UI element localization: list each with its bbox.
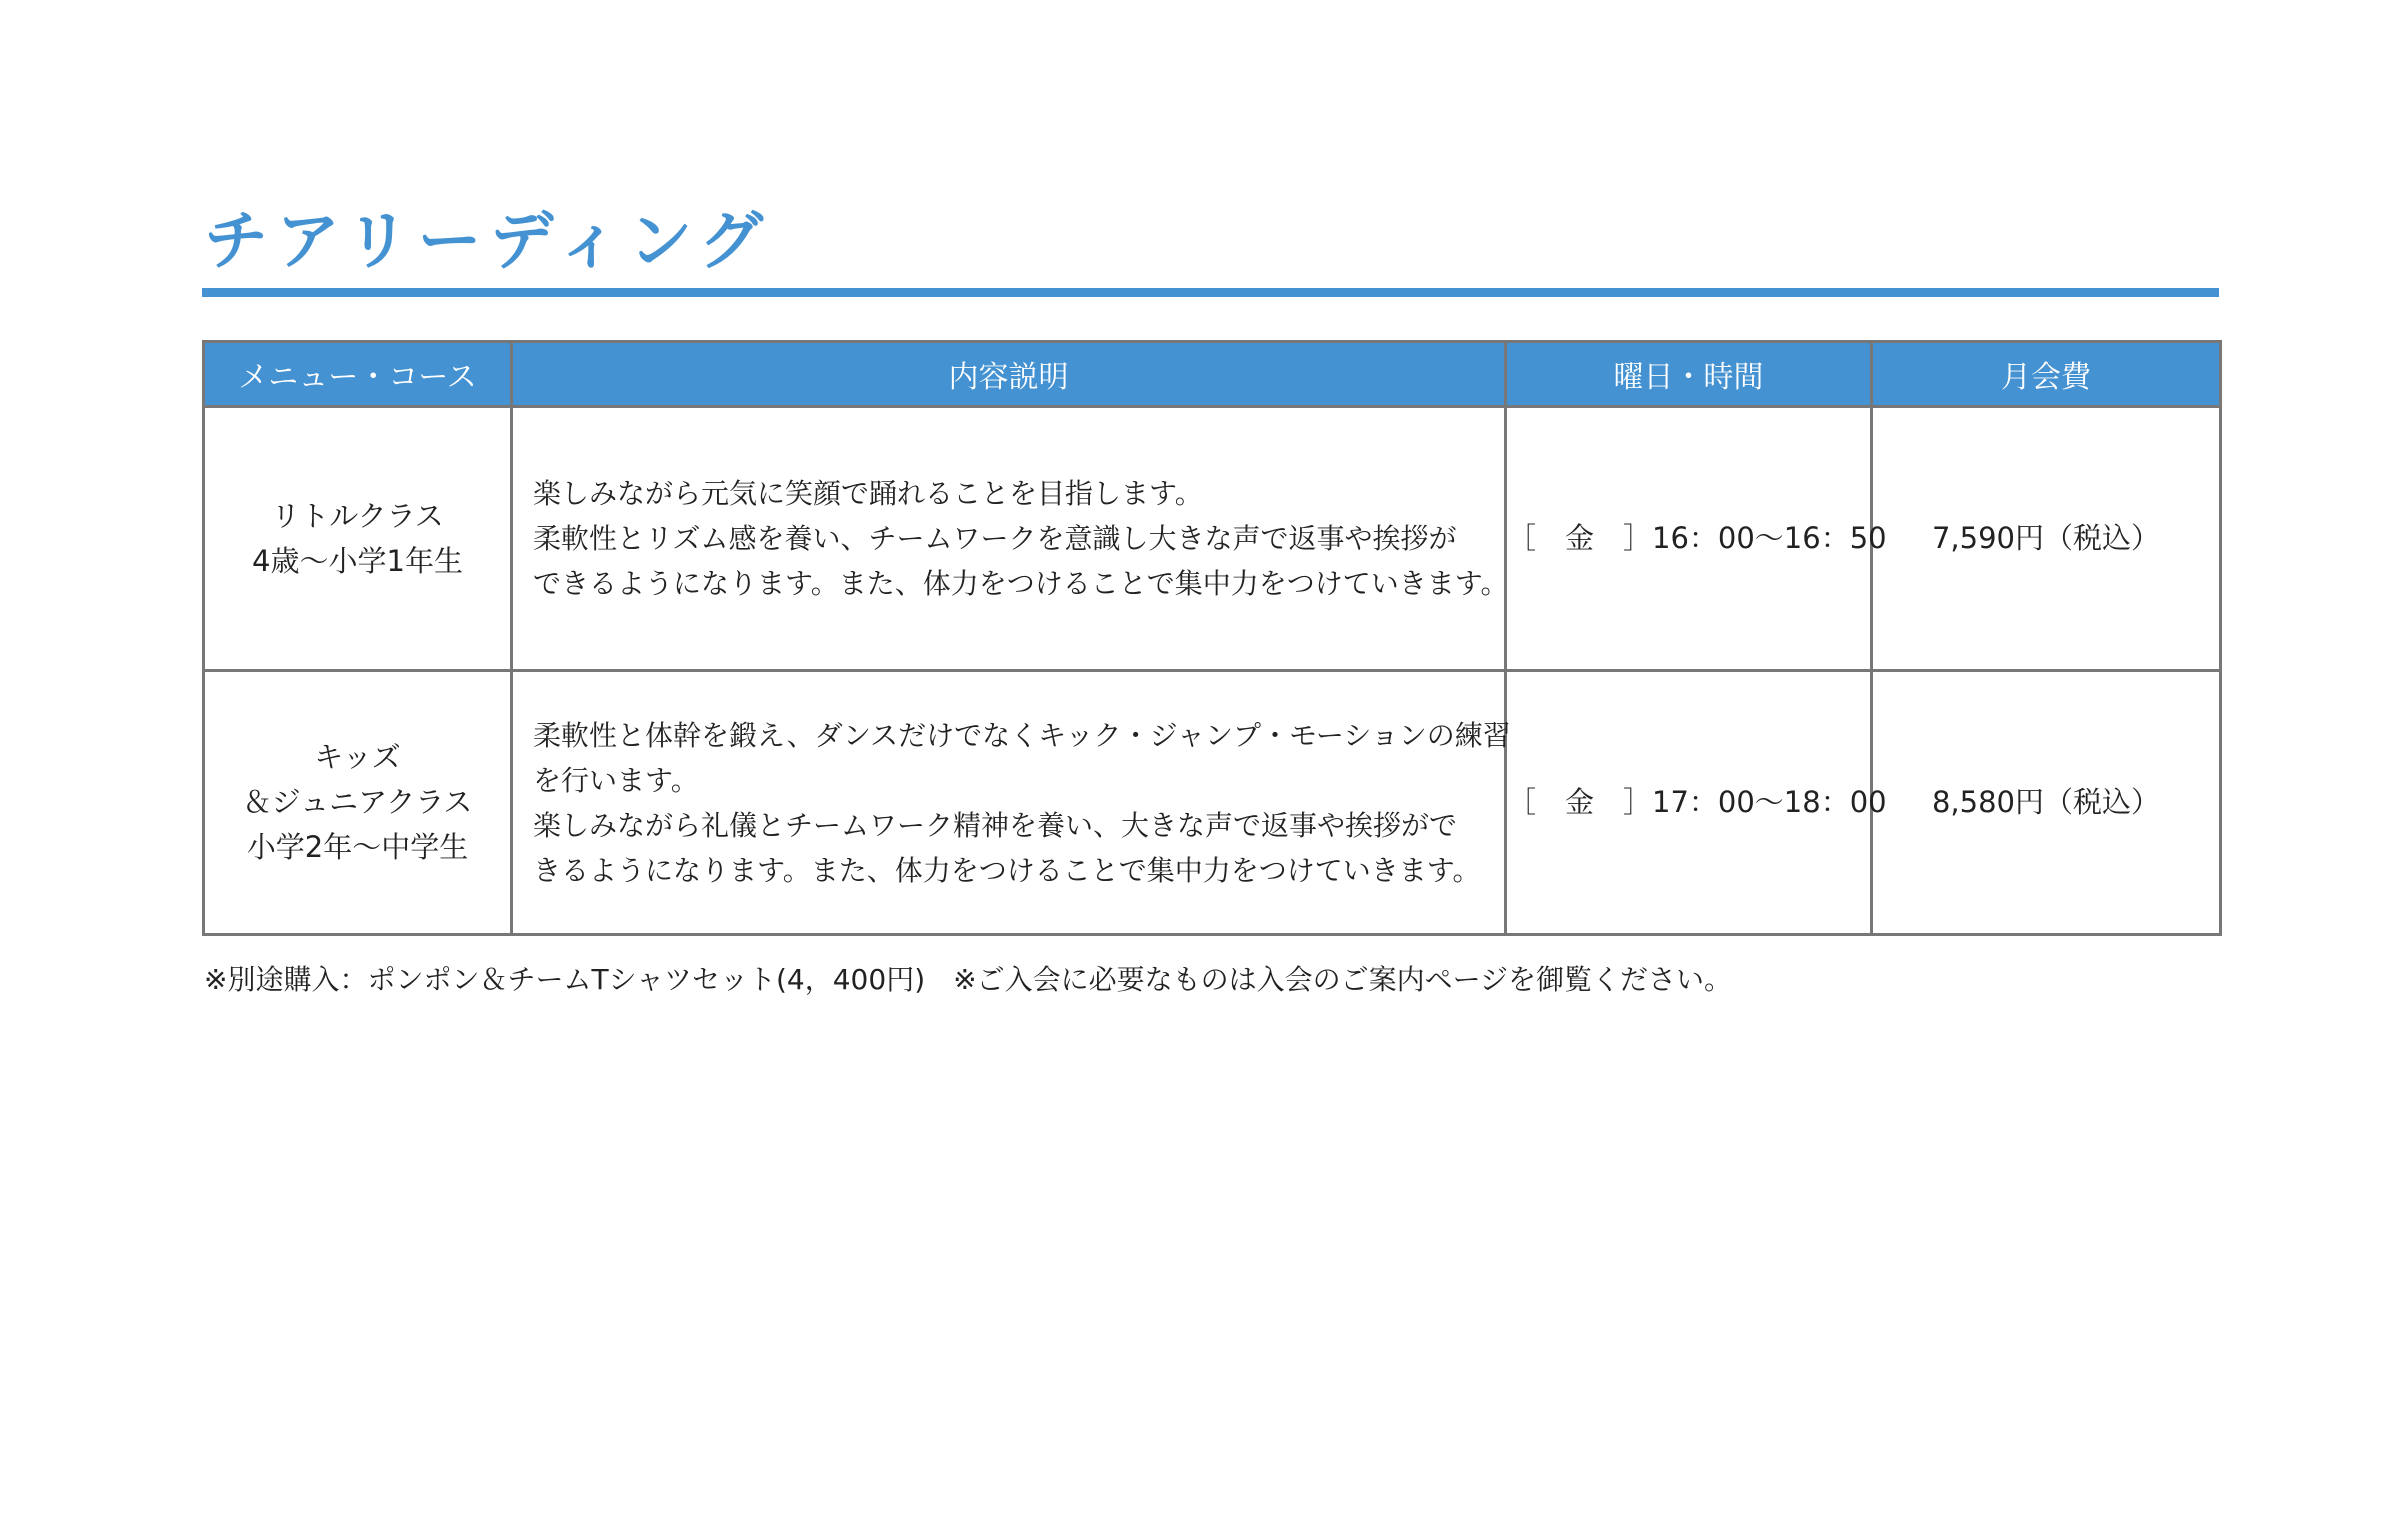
footnote: ※別途購入：ポンポン＆チームTシャツセット(4，400円) ※ご入会に必要なものは入会のご案内ページを御覧ください。 <box>204 963 1733 996</box>
fee-text: 8,580円（税込） <box>1931 785 2161 819</box>
course-cell <box>204 407 512 671</box>
table-row <box>204 407 2221 671</box>
header-description: 内容説明 <box>512 342 1506 407</box>
schedule-cell <box>1506 671 1887 935</box>
header-course: メニュー・コース <box>204 342 512 407</box>
course-cell <box>204 671 512 935</box>
schedule-text: ［ 金 ］16：00〜16：50 <box>1507 521 1887 555</box>
schedule-cell <box>1506 407 1887 671</box>
header-monthly-fee: 月会費 <box>1872 342 2221 407</box>
table-row <box>204 671 2221 935</box>
description-line: 柔軟性と体幹を鍛え、ダンスだけでなくキック・ジャンプ・モーションの練習 <box>533 718 1511 752</box>
fee-cell <box>1872 407 2221 671</box>
course-name-cont: ＆ジュニアクラス <box>242 785 473 819</box>
header-schedule: 曜日・時間 <box>1506 342 1872 407</box>
course-age: 小学2年〜中学生 <box>246 830 469 864</box>
schedule-text: ［ 金 ］17：00〜18：00 <box>1507 785 1887 819</box>
description-line: 柔軟性とリズム感を養い、チームワークを意識し大きな声で返事や挨拶が <box>533 522 1457 555</box>
description-line: 楽しみながら礼儀とチームワーク精神を養い、大きな声で返事や挨拶がで <box>533 808 1458 842</box>
page-title: チアリーディング <box>204 205 772 279</box>
course-table <box>202 340 2222 936</box>
course-name: リトルクラス <box>271 498 444 533</box>
description-line: きるようになります。また、体力をつけることで集中力をつけていきます。 <box>533 853 1481 887</box>
course-age: 4歳〜小学1年生 <box>252 543 463 578</box>
description-cell <box>512 407 1509 671</box>
description-line: 楽しみながら元気に笑顔で踊れることを目指します。 <box>533 477 1203 510</box>
description-cell <box>512 671 1511 935</box>
course-name: キッズ <box>314 740 401 774</box>
table-header-row <box>204 342 2221 407</box>
fee-cell <box>1872 671 2221 935</box>
title-underline <box>202 288 2219 297</box>
description-line: できるようになります。また、体力をつけることで集中力をつけていきます。 <box>533 567 1509 600</box>
description-line: を行います。 <box>533 763 699 797</box>
fee-text: 7,590円（税込） <box>1931 521 2161 555</box>
